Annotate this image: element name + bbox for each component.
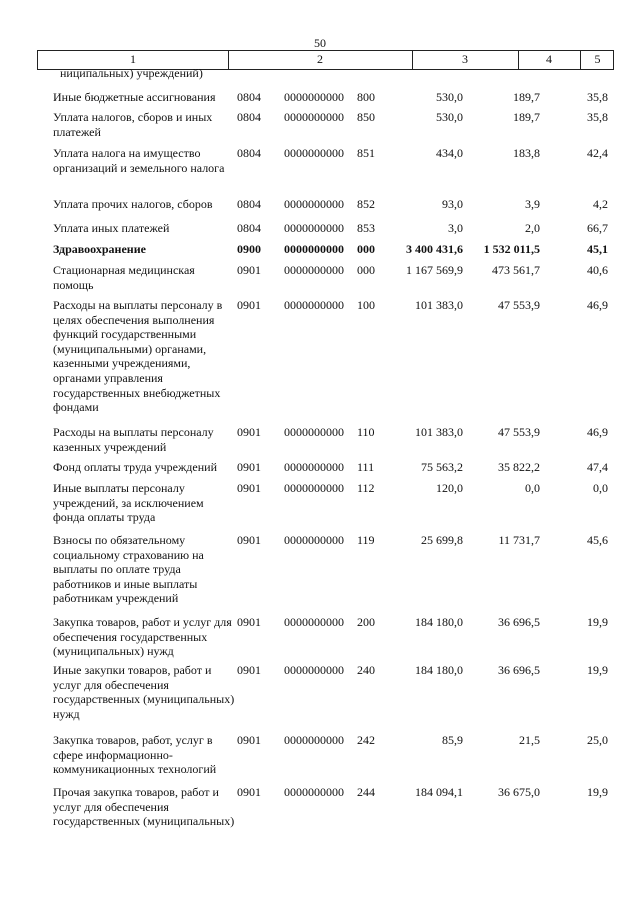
row-percent: 19,9 <box>587 615 608 629</box>
row-planned: 93,0 <box>442 197 463 211</box>
row-name: Расходы на выплаты персоналу казенных учреждений <box>53 425 214 454</box>
row-expense-type: 851 <box>357 146 375 160</box>
row-percent: 19,9 <box>587 785 608 799</box>
row-expense-type: 111 <box>357 460 375 474</box>
row-percent: 25,0 <box>587 733 608 747</box>
row-section: 0901 <box>237 733 261 747</box>
row-target-code: 0000000000 <box>284 460 344 474</box>
row-percent: 35,8 <box>587 90 608 104</box>
row-percent: 0,0 <box>593 481 608 495</box>
row-planned: 530,0 <box>436 90 463 104</box>
row-executed: 3,9 <box>525 197 540 211</box>
row-name: Взносы по обязательному социальному страхованию на выплаты по оплате труда работников и иные выплаты работникам учреждений <box>53 533 204 606</box>
row-percent: 42,4 <box>587 146 608 160</box>
row-section: 0901 <box>237 460 261 474</box>
row-name: Иные выплаты персоналу учреждений, за исключением фонда оплаты труда <box>53 481 204 525</box>
row-executed: 21,5 <box>519 733 540 747</box>
row-section: 0901 <box>237 263 261 277</box>
row-name: Иные бюджетные ассигнования <box>53 90 216 104</box>
row-executed: 473 561,7 <box>492 263 540 277</box>
row-expense-type: 244 <box>357 785 375 799</box>
row-section: 0901 <box>237 425 261 439</box>
row-executed: 47 553,9 <box>498 298 540 312</box>
row-percent: 45,6 <box>587 533 608 547</box>
row-expense-type: 000 <box>357 263 375 277</box>
row-target-code: 0000000000 <box>284 90 344 104</box>
row-planned: 25 699,8 <box>421 533 463 547</box>
row-expense-type: 852 <box>357 197 375 211</box>
row-executed: 35 822,2 <box>498 460 540 474</box>
row-percent: 45,1 <box>587 242 608 256</box>
header-col-3: 3 <box>462 52 468 66</box>
row-expense-type: 000 <box>357 242 375 256</box>
row-expense-type: 853 <box>357 221 375 235</box>
row-section: 0804 <box>237 146 261 160</box>
row-expense-type: 110 <box>357 425 375 439</box>
row-executed: 11 731,7 <box>498 533 540 547</box>
row-section: 0901 <box>237 785 261 799</box>
row-section: 0804 <box>237 110 261 124</box>
row-planned: 120,0 <box>436 481 463 495</box>
row-section: 0901 <box>237 615 261 629</box>
row-target-code: 0000000000 <box>284 785 344 799</box>
row-expense-type: 240 <box>357 663 375 677</box>
row-section: 0901 <box>237 298 261 312</box>
row-expense-type: 112 <box>357 481 375 495</box>
row-section: 0804 <box>237 90 261 104</box>
row-planned: 184 094,1 <box>415 785 463 799</box>
row-percent: 46,9 <box>587 298 608 312</box>
page-number: 50 <box>314 36 326 50</box>
row-expense-type: 800 <box>357 90 375 104</box>
row-executed: 36 675,0 <box>498 785 540 799</box>
header-col-1: 1 <box>130 52 136 66</box>
header-col-4: 4 <box>546 52 552 66</box>
row-percent: 47,4 <box>587 460 608 474</box>
row-target-code: 0000000000 <box>284 533 344 547</box>
row-name: Расходы на выплаты персоналу в целях обеспечения выполнения функций государственными (муниципальными) органами, казенными учреждениями, органами управления государственных внебюджетных фондами <box>53 298 223 415</box>
row-name: Уплата налогов, сборов и иных платежей <box>53 110 213 139</box>
row-planned: 434,0 <box>436 146 463 160</box>
row-percent: 19,9 <box>587 663 608 677</box>
row-planned: 101 383,0 <box>415 425 463 439</box>
row-target-code: 0000000000 <box>284 298 344 312</box>
row-expense-type: 119 <box>357 533 375 547</box>
row-name: Закупка товаров, работ и услуг для обеспечения государственных (муниципальных) нужд <box>53 615 232 659</box>
row-expense-type: 100 <box>357 298 375 312</box>
row-planned: 75 563,2 <box>421 460 463 474</box>
row-planned: 3,0 <box>448 221 463 235</box>
row-target-code: 0000000000 <box>284 481 344 495</box>
row-section: 0901 <box>237 481 261 495</box>
row-executed: 47 553,9 <box>498 425 540 439</box>
row-executed: 2,0 <box>525 221 540 235</box>
row-name: Здравоохранение <box>53 242 146 256</box>
row-section: 0804 <box>237 221 261 235</box>
row-executed: 36 696,5 <box>498 663 540 677</box>
row-planned: 184 180,0 <box>415 615 463 629</box>
row-name: Стационарная медицинская помощь <box>53 263 195 292</box>
row-executed: 189,7 <box>513 110 540 124</box>
row-name: Закупка товаров, работ, услуг в сфере информационно-коммуникационных технологий <box>53 733 217 777</box>
row-executed: 189,7 <box>513 90 540 104</box>
row-percent: 66,7 <box>587 221 608 235</box>
continuation-line: ниципальных) учреждений) <box>60 66 203 80</box>
row-planned: 85,9 <box>442 733 463 747</box>
row-target-code: 0000000000 <box>284 242 344 256</box>
row-target-code: 0000000000 <box>284 146 344 160</box>
row-name: Иные закупки товаров, работ и услуг для обеспечения государственных (муниципальных) нужд <box>53 663 235 721</box>
row-target-code: 0000000000 <box>284 663 344 677</box>
row-section: 0901 <box>237 663 261 677</box>
row-planned: 184 180,0 <box>415 663 463 677</box>
row-target-code: 0000000000 <box>284 221 344 235</box>
row-target-code: 0000000000 <box>284 263 344 277</box>
header-col-2: 2 <box>317 52 323 66</box>
row-executed: 36 696,5 <box>498 615 540 629</box>
row-target-code: 0000000000 <box>284 425 344 439</box>
row-expense-type: 242 <box>357 733 375 747</box>
row-target-code: 0000000000 <box>284 733 344 747</box>
row-name: Фонд оплаты труда учреждений <box>53 460 217 474</box>
row-section: 0901 <box>237 533 261 547</box>
row-name: Прочая закупка товаров, работ и услуг для обеспечения государственных (муниципальных) <box>53 785 235 829</box>
row-target-code: 0000000000 <box>284 197 344 211</box>
row-section: 0900 <box>237 242 261 256</box>
row-percent: 4,2 <box>593 197 608 211</box>
row-executed: 0,0 <box>525 481 540 495</box>
row-section: 0804 <box>237 197 261 211</box>
row-percent: 35,8 <box>587 110 608 124</box>
header-col-5: 5 <box>594 52 601 66</box>
row-planned: 1 167 569,9 <box>406 263 463 277</box>
row-name: Уплата прочих налогов, сборов <box>53 197 213 211</box>
row-planned: 530,0 <box>436 110 463 124</box>
row-expense-type: 850 <box>357 110 375 124</box>
row-planned: 101 383,0 <box>415 298 463 312</box>
row-planned: 3 400 431,6 <box>406 242 463 256</box>
row-percent: 46,9 <box>587 425 608 439</box>
row-executed: 183,8 <box>513 146 540 160</box>
row-target-code: 0000000000 <box>284 615 344 629</box>
row-target-code: 0000000000 <box>284 110 344 124</box>
row-executed: 1 532 011,5 <box>483 242 540 256</box>
row-name: Уплата налога на имущество организаций и земельного налога <box>53 146 225 175</box>
row-expense-type: 200 <box>357 615 375 629</box>
row-percent: 40,6 <box>587 263 608 277</box>
row-name: Уплата иных платежей <box>53 221 170 235</box>
